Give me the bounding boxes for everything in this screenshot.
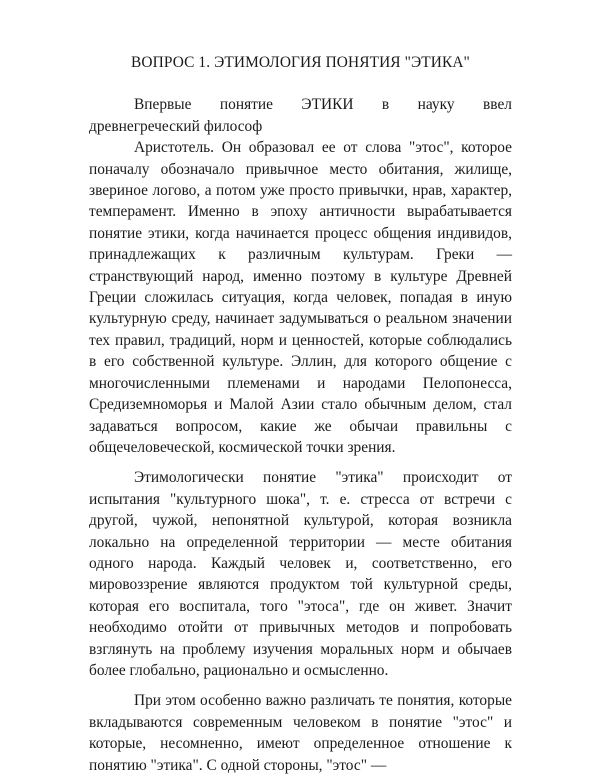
paragraph-etymology: Этимологически понятие "этика" происходит от испытания "культурного шока", т. е. стресса от встречи с другой, чужой, непонятной культурой, которая возникла локально на определенной территории — месте обитания одного народа. Каждый человек и, соответственно, его мировоззрение являются продуктом той культурной среды, которая его воспитала, того "этоса", где он живет. Значит необходимо отойти от привычных методов и попробовать взглянуть на проблему изучения моральных норм и обычаев более глобально, рационально и осмысленно. [89, 469, 512, 679]
paragraph-intro-line: Впервые понятие ЭТИКИ в науку ввел [134, 96, 512, 114]
paragraph-aristotle: Аристотель. Он образовал ее от слова "этос", которое поначалу обозначало привычное место обитания, жилище, звериное логово, а потом уже просто привычки, нрав, характер, темперамент. Именно в эпоху античности вырабатывается понятие этики, когда начинается процесс общения индивидов, принадлежащих к различным культурам. Греки — странствующий народ, именно поэтому в культуре Древней Греции сложилась ситуация, когда человек, попадая в иную культурную среду, начинает задумываться о реальном значении тех правил, традиций, норм и ценностей, которые соблюдались в его собственной культуре. Эллин, для которого общение с многочисленными племенами и народами Пелопонесса, Средиземноморья и Малой Азии стало обычным делом, стал задаваться вопросом, какие же обычаи правильны с общечеловеческой, космической точки зрения. [89, 139, 512, 456]
paragraph-intro-continuation: древнегреческий философ [89, 117, 263, 135]
document-page [89, 52, 512, 776]
document-title: ВОПРОС 1. ЭТИМОЛОГИЯ ПОНЯТИЯ "ЭТИКА" [131, 54, 470, 71]
paragraph-distinction: При этом особенно важно различать те понятия, которые вкладываются современным человеком в понятие "этос" и которые, несомненно, имеют определенное отношение к понятию "этика". С одной стороны, "этос" — [89, 692, 512, 774]
